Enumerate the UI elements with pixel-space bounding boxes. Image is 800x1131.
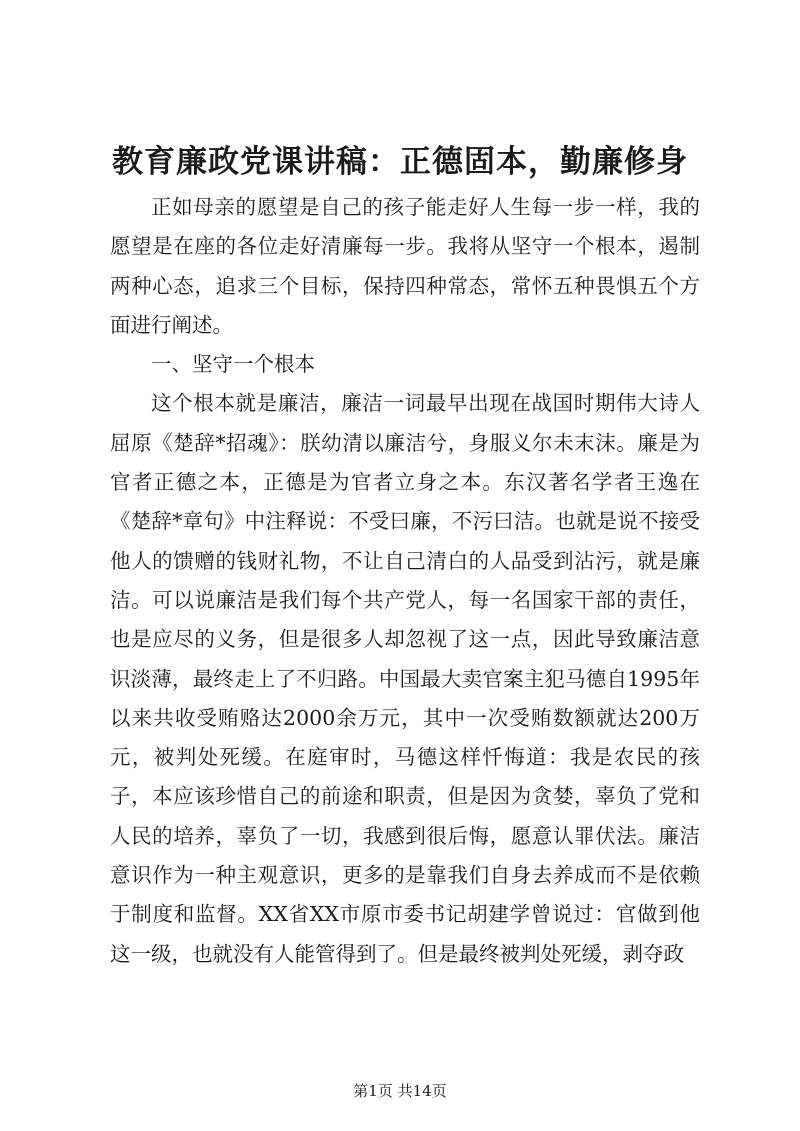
document-title: 教育廉政党课讲稿：正德固本，勤廉修身	[112, 144, 688, 180]
paragraph-body: 这个根本就是廉洁，廉洁一词最早出现在战国时期伟大诗人屈原《楚辞*招魂》：朕幼清以廉洁兮，身服义尔未末沫。廉是为官者正德之本，正德是为官者立身之本。东汉著名学者王逸在《楚辞*章句》中注释说：不受曰廉，不污曰洁。也就是说不接受他人的馈赠的钱财礼物，不让自己清白的人品受到沾污，就是廉洁。可以说廉洁是我们每个共产党人，每一名国家干部的责任，也是应尽的义务，但是很多人却忽视了这一点，因此导致廉洁意识淡薄，最终走上了不归路。中国最大卖官案主犯马德自1995年以来共收受贿赂达2000余万元，其中一次受贿数额就达200万元，被判处死缓。在庭审时，马德这样忏悔道：我是农民的孩子，本应该珍惜自己的前途和职责，但是因为贪婪，辜负了党和人民的培养，辜负了一切，我感到很后悔，愿意认罪伏法。廉洁意识作为一种主观意识，更多的是靠我们自身去养成而不是依赖于制度和监督。XX省XX市原市委书记胡建学曾说过：官做到他这一级，也就没有人能管得到了。但是最终被判处死缓，剥夺政	[110, 391, 700, 966]
section-heading: 一、坚守一个根本	[151, 352, 315, 377]
paragraph-intro: 正如母亲的愿望是自己的孩子能走好人生每一步一样，我的愿望是在座的各位走好清廉每一步。我将从坚守一个根本，遏制两种心态，追求三个目标，保持四种常态，常怀五种畏惧五个方面进行阐述。	[110, 195, 700, 337]
document-body	[110, 188, 700, 974]
page-footer: 第1页 共14页	[353, 1082, 447, 1100]
